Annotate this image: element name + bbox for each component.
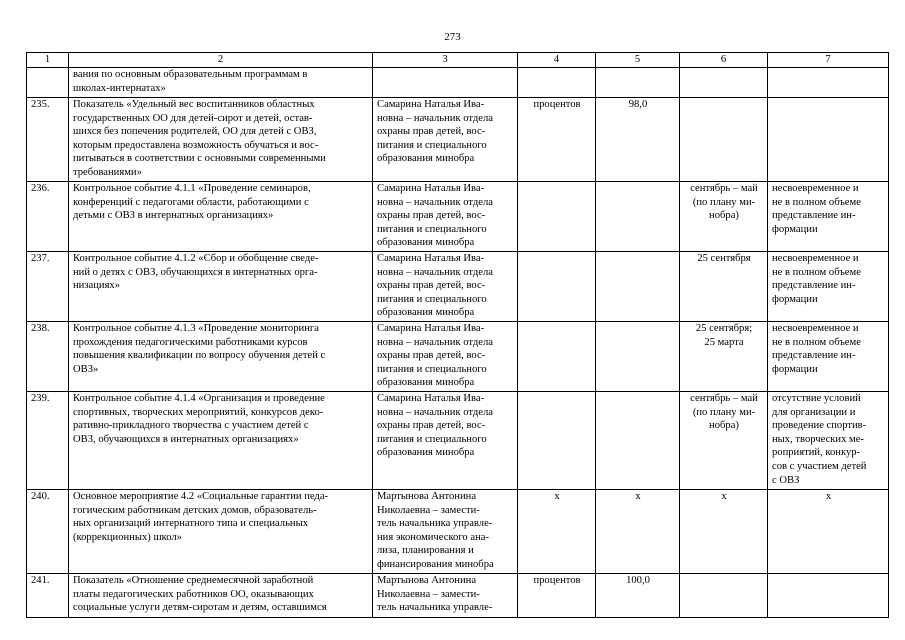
column-header-3: 3 [373, 53, 518, 68]
table-row [27, 490, 889, 574]
row-unit: х [518, 490, 596, 574]
row-risk: отсутствие условий для организации и проведение спортив- ных, творческих ме- роприятий, конкур- сов с участием детей с ОВЗ [768, 392, 889, 490]
row-risk [768, 68, 889, 98]
row-term [680, 574, 768, 618]
row-description: Контрольное событие 4.1.3 «Проведение мониторинга прохождения педагогическими работниками курсов повышения квалификации по вопросу обучения детей с ОВЗ» [69, 322, 373, 392]
row-term: 25 сентября; 25 марта [680, 322, 768, 392]
row-responsible: Мартынова Антонина Николаевна – замести- тель начальника управле- [373, 574, 518, 618]
row-risk [768, 98, 889, 182]
table-row [27, 252, 889, 322]
row-number: 239. [27, 392, 69, 490]
row-description: Контрольное событие 4.1.4 «Организация и проведение спортивных, творческих мероприятий, конкурсов деко- ративно-прикладного творчества с участием детей с ОВЗ, обучающихся в интернатных организациях» [69, 392, 373, 490]
row-term: 25 сентября [680, 252, 768, 322]
row-responsible: Мартынова Антонина Николаевна – замести- тель начальника управле- ния экономического ана- лиза, планирования и финансирования минобра [373, 490, 518, 574]
row-value [596, 322, 680, 392]
column-header-6: 6 [680, 53, 768, 68]
column-header-1: 1 [27, 53, 69, 68]
row-responsible: Самарина Наталья Ива- новна – начальник отдела охраны прав детей, вос- питания и специального образования минобра [373, 182, 518, 252]
table-row [27, 574, 889, 618]
row-risk: несвоевременное и не в полном объеме представление ин- формации [768, 182, 889, 252]
row-responsible [373, 68, 518, 98]
row-term: сентябрь – май (по плану ми- нобра) [680, 392, 768, 490]
row-responsible: Самарина Наталья Ива- новна – начальник отдела охраны прав детей, вос- питания и специального образования минобра [373, 252, 518, 322]
row-unit: процентов [518, 98, 596, 182]
row-term [680, 68, 768, 98]
column-header-2: 2 [69, 53, 373, 68]
row-unit [518, 392, 596, 490]
row-unit [518, 252, 596, 322]
row-description: Показатель «Отношение среднемесячной заработной платы педагогических работников ОО, оказывающих социальные услуги детям-сиротам и детям, оставшимся [69, 574, 373, 618]
row-risk: несвоевременное и не в полном объеме представление ин- формации [768, 322, 889, 392]
row-unit [518, 68, 596, 98]
column-header-4: 4 [518, 53, 596, 68]
row-value [596, 68, 680, 98]
row-responsible: Самарина Наталья Ива- новна – начальник отдела охраны прав детей, вос- питания и специального образования минобра [373, 322, 518, 392]
row-number: 240. [27, 490, 69, 574]
row-unit: процентов [518, 574, 596, 618]
column-number-row [27, 53, 889, 68]
row-number: 236. [27, 182, 69, 252]
row-number [27, 68, 69, 98]
table-row [27, 182, 889, 252]
row-number: 235. [27, 98, 69, 182]
table-row [27, 392, 889, 490]
column-header-5: 5 [596, 53, 680, 68]
table-row [27, 322, 889, 392]
column-header-7: 7 [768, 53, 889, 68]
row-term: х [680, 490, 768, 574]
row-value: 98,0 [596, 98, 680, 182]
row-description: Показатель «Удельный вес воспитанников областных государственных ОО для детей-сирот и детей, остав- шихся без попечения родителей, ОО для детей с ОВЗ, которым предоставлена возможность обучаться и вос- питываться в соответствии с основными современными требованиями» [69, 98, 373, 182]
row-number: 237. [27, 252, 69, 322]
row-number: 241. [27, 574, 69, 618]
row-description: вания по основным образовательным программам в школах-интернатах» [69, 68, 373, 98]
row-term [680, 98, 768, 182]
row-value: х [596, 490, 680, 574]
row-description: Контрольное событие 4.1.1 «Проведение семинаров, конференций с педагогами области, работающими с детьми с ОВЗ в интернатных организациях» [69, 182, 373, 252]
row-unit [518, 322, 596, 392]
row-risk: несвоевременное и не в полном объеме представление ин- формации [768, 252, 889, 322]
row-responsible: Самарина Наталья Ива- новна – начальник отдела охраны прав детей, вос- питания и специального образования минобра [373, 98, 518, 182]
row-description: Основное мероприятие 4.2 «Социальные гарантии педа- гогическим работникам детских домов, образователь- ных организаций интернатного типа и специальных (коррекционных) школ» [69, 490, 373, 574]
row-value [596, 392, 680, 490]
page-number: 273 [444, 31, 461, 43]
row-responsible: Самарина Наталья Ива- новна – начальник отдела охраны прав детей, вос- питания и специального образования минобра [373, 392, 518, 490]
row-risk [768, 574, 889, 618]
row-value [596, 252, 680, 322]
row-term: сентябрь – май (по плану ми- нобра) [680, 182, 768, 252]
row-description: Контрольное событие 4.1.2 «Сбор и обобщение сведе- ний о детях с ОВЗ, обучающихся в интернатных орга- низациях» [69, 252, 373, 322]
table-row [27, 68, 889, 98]
row-value [596, 182, 680, 252]
plan-table [26, 52, 889, 618]
row-value: 100,0 [596, 574, 680, 618]
table-row [27, 98, 889, 182]
row-number: 238. [27, 322, 69, 392]
row-unit [518, 182, 596, 252]
row-risk: х [768, 490, 889, 574]
